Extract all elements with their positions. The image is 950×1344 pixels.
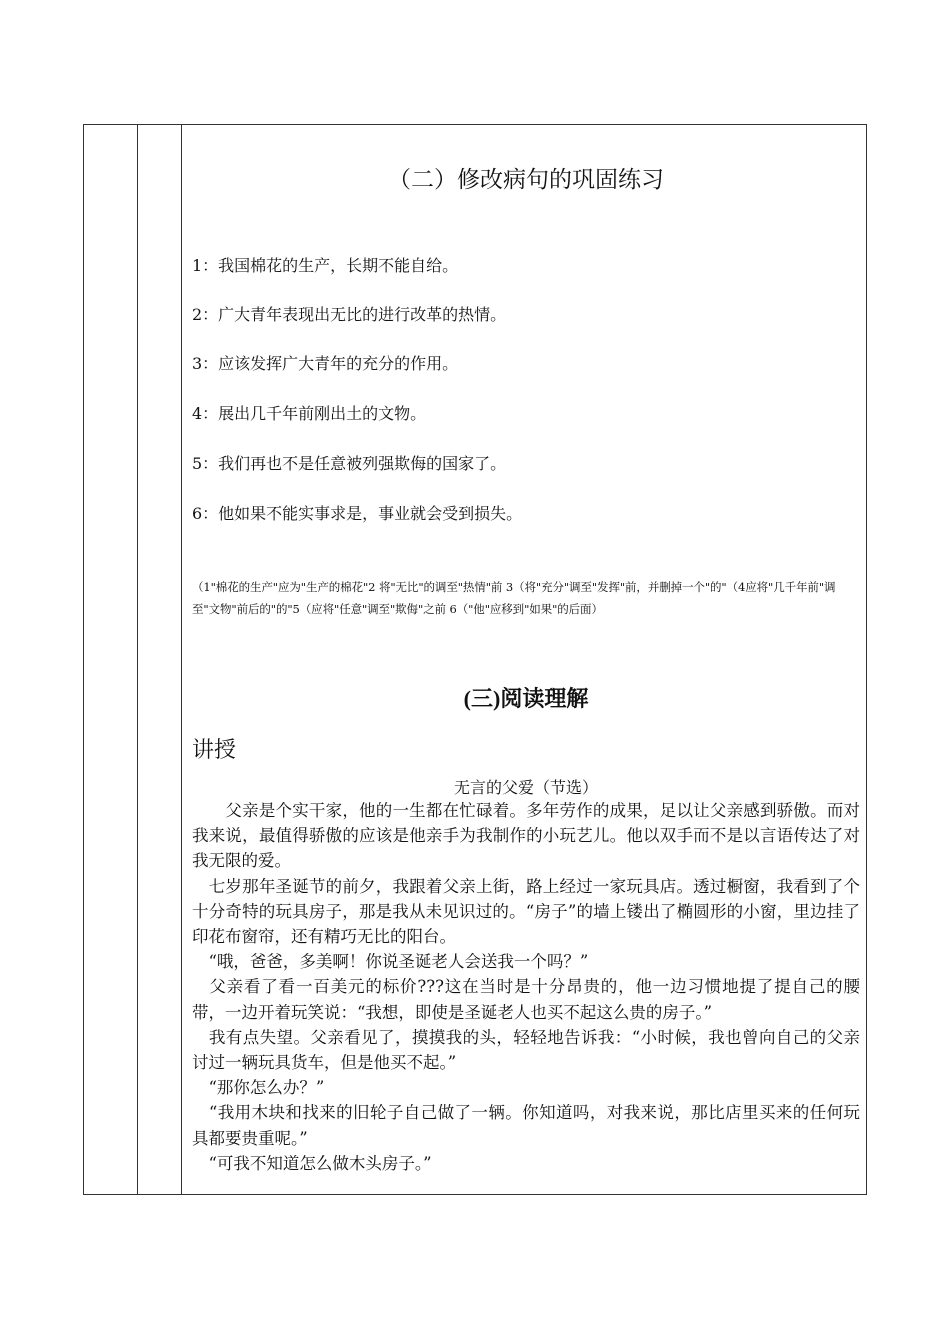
- story-body: [192, 798, 860, 1176]
- story-paragraph: “那你怎么办？”: [192, 1078, 325, 1098]
- content-cell: [192, 125, 860, 1194]
- section-title-exercise: （二）修改病句的巩固练习: [388, 167, 664, 193]
- story-paragraph: “哦，爸爸，多美啊！你说圣诞老人会送我一个吗？”: [192, 952, 589, 972]
- worksheet-table: [83, 124, 867, 1195]
- exercise-item: 3：应该发挥广大青年的充分的作用。: [192, 354, 459, 373]
- section-title-reading: (三)阅读理解: [463, 686, 589, 711]
- exercise-item: 4：展出几千年前刚出土的文物。: [192, 404, 427, 423]
- exercise-item: 1：我国棉花的生产，长期不能自给。: [192, 256, 459, 275]
- subheading-lecture: 讲授: [192, 738, 237, 763]
- story-paragraph: 七岁那年圣诞节的前夕，我跟着父亲上街，路上经过一家玩具店。透过橱窗，我看到了个十分奇特的玩具房子，那是我从未见识过的。“房子”的墙上镂出了椭圆形的小窗，里边挂了印花布窗帘，还有精巧无比的阳台。: [192, 876, 860, 947]
- story-title: 无言的父爱（节选）: [453, 778, 598, 797]
- story-paragraph: 我有点失望。父亲看见了，摸摸我的头，轻轻地告诉我：“小时候，我也曾向自己的父亲讨过一辆玩具货车，但是他买不起。”: [192, 1027, 860, 1073]
- table-column-1: [84, 125, 138, 1194]
- exercise-item: 2：广大青年表现出无比的进行改革的热情。: [192, 305, 507, 324]
- story-paragraph: 父亲看了看一百美元的标价???这在当时是十分昂贵的，他一边习惯地提了提自己的腰带，一边开着玩笑说：“我想，即使是圣诞老人也买不起这么贵的房子。”: [192, 977, 860, 1022]
- story-paragraph: “我用木块和找来的旧轮子自己做了一辆。你知道吗，对我来说，那比店里买来的任何玩具都要贵重呢。”: [192, 1103, 860, 1148]
- story-paragraph: “可我不知道怎么做木头房子。”: [192, 1153, 432, 1173]
- answer-key: （1"棉花的生产"应为"生产的棉花"2 将"无比"的调至"热情"前 3（将"充分"调至"发挥"前，并删掉一个"的"（4应将"几千年前"调至"文物"前后的"的"5（应将"任意"调至"欺侮"之前 6（"他"应移到"如果"的后面）: [192, 580, 836, 616]
- exercise-item: 5：我们再也不是任意被列强欺侮的国家了。: [192, 454, 507, 473]
- story-paragraph: 父亲是个实干家，他的一生都在忙碌着。多年劳作的成果，足以让父亲感到骄傲。而对我来说，最值得骄傲的应该是他亲手为我制作的小玩艺儿。他以双手而不是以言语传达了对我无限的爱。: [192, 801, 860, 871]
- exercise-item: 6：他如果不能实事求是，事业就会受到损失。: [192, 504, 523, 523]
- table-column-2: [138, 125, 182, 1194]
